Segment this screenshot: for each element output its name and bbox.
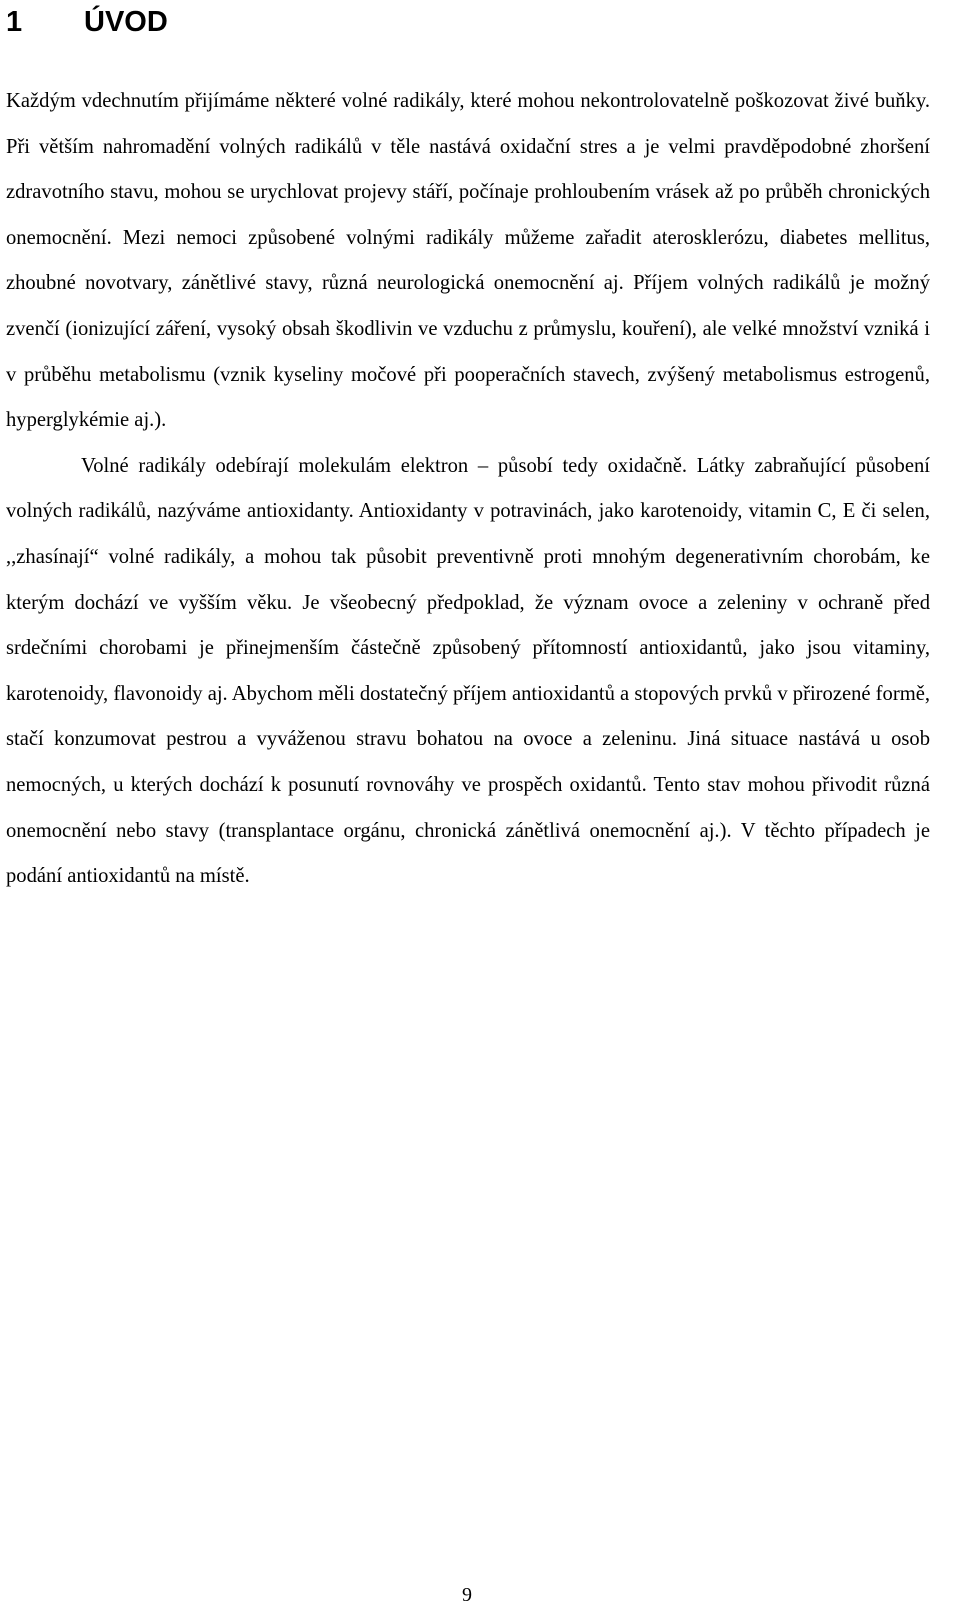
chapter-heading [6,2,168,42]
paragraph-antioxidants: Volné radikály odebírají molekulám elektron – působí tedy oxidačně. Látky zabraňující působení volných radikálů, nazýváme antioxidanty. Antioxidanty v potravinách, jako karotenoidy, vitamin C, E či selen, ,,zhasínají“ volné radikály, a mohou tak působit preventivně proti mnohým degenerativním chorobám, ke kterým dochází ve vyšším věku. Je všeobecný předpoklad, že význam ovoce a zeleniny v ochraně před srdečními chorobami je přinejmenším částečně způsobený přítomností antioxidantů, jako jsou vitaminy, karotenoidy, flavonoidy aj. Abychom měli dostatečný příjem antioxidantů a stopových prvků v přirozené formě, stačí konzumovat pestrou a vyváženou stravu bohatou na ovoce a zeleninu. Jiná situace nastává u osob nemocných, u kterých dochází k posunutí rovnováhy ve prospěch oxidantů. Tento stav mohou přivodit různá onemocnění nebo stavy (transplantace orgánu, chronická zánětlivá onemocnění aj.). V těchto případech je podání antioxidantů na místě. [6,454,931,888]
paragraph-intro: Každým vdechnutím přijímáme některé volné radikály, které mohou nekontrolovatelně poškozovat živé buňky. Při větším nahromadění volných radikálů v těle nastává oxidační stres a je velmi pravděpodobné zhoršení zdravotního stavu, mohou se urychlovat projevy stáří, počínaje prohloubením vrásek až po průběh chronických onemocnění. Mezi nemoci způsobené volnými radikály můžeme zařadit aterosklerózu, diabetes mellitus, zhoubné novotvary, zánětlivé stavy, různá neurologická onemocnění aj. Příjem volných radikálů je možný zvenčí (ionizující záření, vysoký obsah škodlivin ve vzduchu z průmyslu, kouření), ale velké množství vzniká i v průběhu metabolismu (vznik kyseliny močové při pooperačních stavech, zvýšený metabolismus estrogenů, hyperglykémie aj.). [6,90,930,432]
chapter-number: 1 [6,6,23,38]
page-number: 9 [462,1584,472,1606]
chapter-body [6,79,930,900]
chapter-title: ÚVOD [84,6,168,38]
